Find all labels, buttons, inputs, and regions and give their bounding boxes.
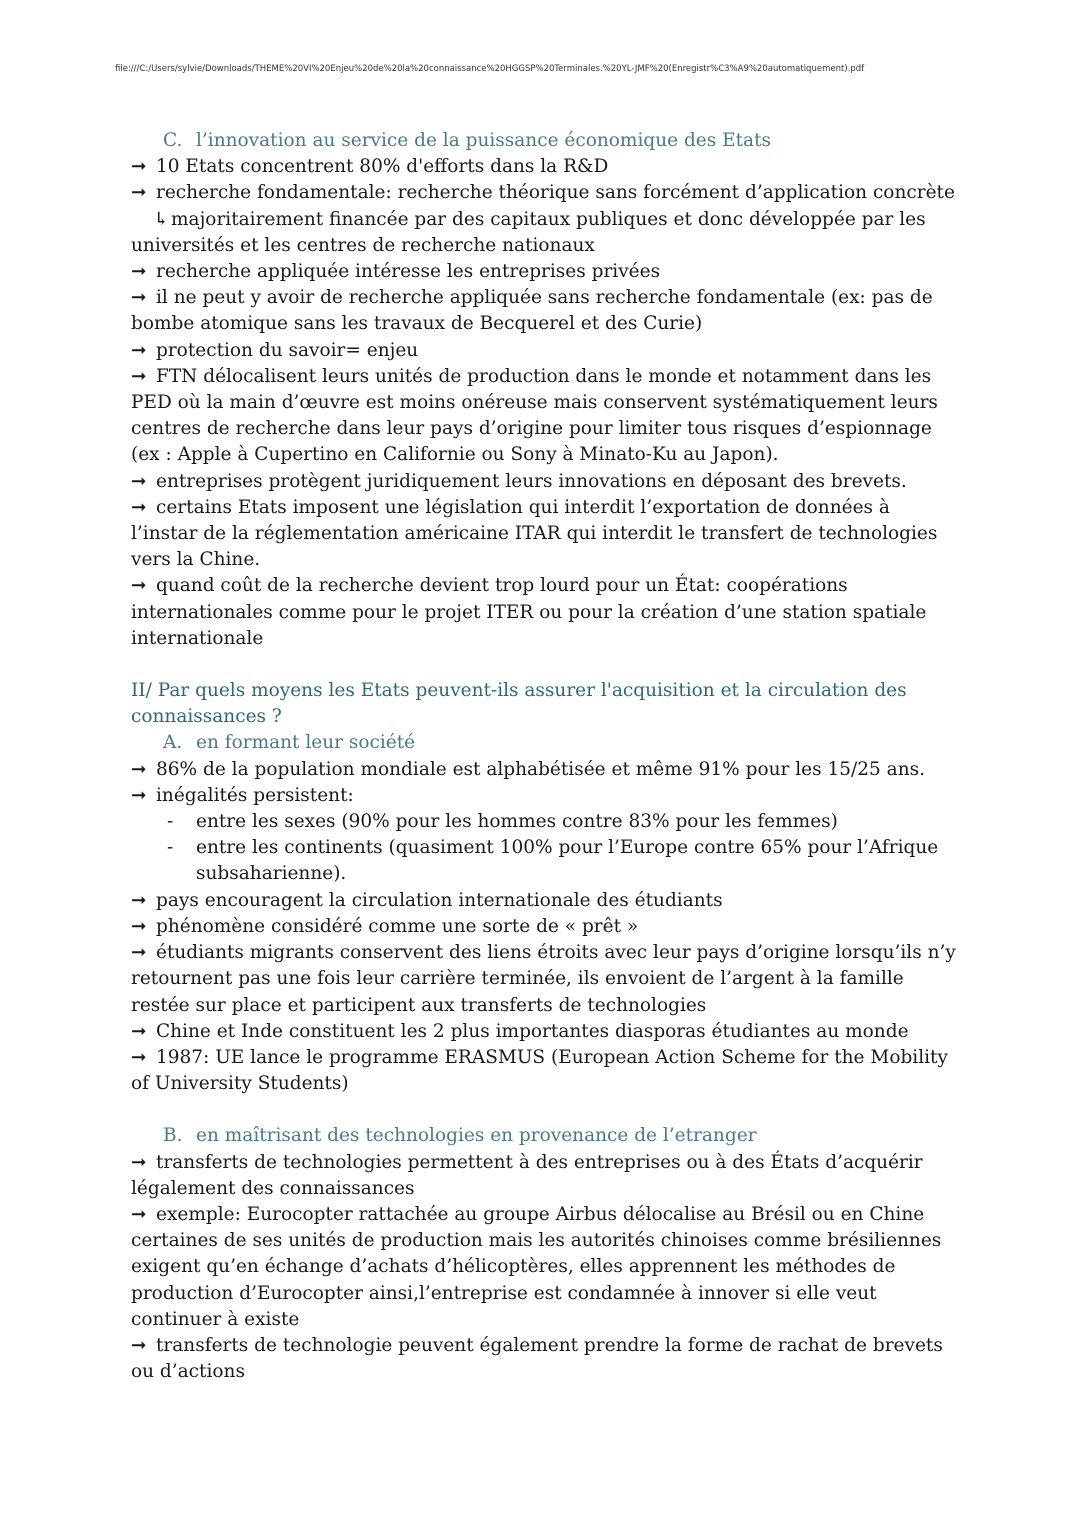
bullet-line <box>131 783 961 809</box>
dash-list-item <box>131 809 961 835</box>
bullet-text: il ne peut y avoir de recherche appliquée sans recherche fondamentale (ex: pas de bombe atomique sans les travaux de Becquerel et des Curie) <box>131 287 933 335</box>
bullet-line <box>131 940 961 1019</box>
bullet-text: transferts de technologies permettent à des entreprises ou à des États d’acquérir légalement des connaissances <box>131 1151 923 1199</box>
subsection-title: l’innovation au service de la puissance économique des Etats <box>196 130 772 151</box>
arrow-icon: ➞ <box>131 339 147 361</box>
bullet-line <box>131 1019 961 1045</box>
arrow-icon: ➞ <box>131 1046 147 1068</box>
arrow-icon: ➞ <box>131 1151 147 1173</box>
arrow-icon: ➞ <box>131 784 147 806</box>
spacer <box>131 652 961 678</box>
subsection-letter: A. <box>163 732 183 754</box>
subsection-heading-a <box>131 730 961 756</box>
section-heading-ii: II/ Par quels moyens les Etats peuvent-ils assurer l'acquisition et la circulation des connaissances ? <box>131 680 907 728</box>
bullet-text: recherche appliquée intéresse les entreprises privées <box>156 261 661 283</box>
arrow-icon: ➞ <box>131 182 147 204</box>
bullet-text: 10 Etats concentrent 80% d'efforts dans la R&D <box>156 156 609 178</box>
bullet-line <box>131 259 961 285</box>
subsection-title: en formant leur société <box>196 732 416 754</box>
bullet-text: inégalités persistent: <box>156 784 354 806</box>
arrow-icon: ➞ <box>131 1020 147 1042</box>
arrow-icon: ➞ <box>131 496 147 518</box>
dash-marker: - <box>167 837 174 859</box>
bullet-line <box>131 495 961 574</box>
arrow-icon: ➞ <box>131 156 147 178</box>
subsection-heading-c <box>131 128 961 154</box>
bullet-line <box>131 1150 961 1202</box>
bullet-text: FTN délocalisent leurs unités de production dans le monde et notamment dans les PED où la main d’œuvre est moins onéreuse mais conservent systématiquement leurs centres de recherche dans leur pays d’origine pour limiter tous risques d’espionnage (ex : Apple à Cupertino en Californie ou Sony à Minato-Ku au Japon). <box>131 365 938 466</box>
bullet-text: certains Etats imposent une législation qui interdit l’exportation de données à l’instar de la réglementation américaine ITAR qui interdit le transfert de technologies vers la Chine. <box>131 496 938 571</box>
bullet-text: quand coût de la recherche devient trop lourd pour un État: coopérations internationales comme pour le projet ITER ou pour la création d’une station spatiale internationale <box>131 575 927 649</box>
bullet-text: phénomène considéré comme une sorte de « prêt » <box>156 915 639 937</box>
bullet-line <box>131 914 961 940</box>
bullet-line <box>131 1202 961 1333</box>
arrow-icon: ➞ <box>131 1203 147 1225</box>
arrow-icon: ➞ <box>131 942 147 964</box>
bullet-line <box>131 180 961 206</box>
hook-line <box>131 207 961 259</box>
bullet-line <box>131 757 961 783</box>
bullet-line <box>131 573 961 652</box>
bullet-line <box>131 285 961 337</box>
bullet-text: pays encouragent la circulation internationale des étudiants <box>156 889 723 911</box>
bullet-line <box>131 1045 961 1097</box>
subsection-letter: C. <box>163 130 183 151</box>
document-body <box>131 128 961 1385</box>
bullet-text: Chine et Inde constituent les 2 plus importantes diasporas étudiantes au monde <box>156 1020 909 1042</box>
bullet-text: 86% de la population mondiale est alphabétisée et même 91% pour les 15/25 ans. <box>156 758 925 780</box>
dash-item-text: entre les continents (quasiment 100% pour l’Europe contre 65% pour l’Afrique subsaharienne). <box>196 837 939 885</box>
bullet-text: 1987: UE lance le programme ERASMUS (European Action Scheme for the Mobility of University Students) <box>131 1046 948 1095</box>
bullet-text: étudiants migrants conservent des liens étroits avec leur pays d’origine lorsqu’ils n’y retournent pas une fois leur carrière terminée, ils envoient de l’argent à la famille restée sur place et participent aux transferts de technologies <box>131 942 956 1016</box>
bullet-line <box>131 154 961 180</box>
bullet-text: recherche fondamentale: recherche théorique sans forcément d’application concrète <box>156 182 955 204</box>
arrow-icon: ➞ <box>131 365 147 387</box>
subsection-heading-b <box>131 1123 961 1149</box>
bullet-line <box>131 1333 961 1385</box>
hook-text: majoritairement financée par des capitaux publiques et donc développée par les universités et les centres de recherche nationaux <box>131 208 926 256</box>
bullet-text: exemple: Eurocopter rattachée au groupe Airbus délocalise au Brésil ou en Chine certaines de ses unités de production mais les autorités chinoises comme brésiliennes exigent qu’en échange d’achats d’hélicoptères, elles apprennent les méthodes de production d’Eurocopter ainsi,l’entreprise est condamnée à innover si elle veut continuer à existe <box>131 1203 942 1330</box>
bullet-text: entreprises protègent juridiquement leurs innovations en déposant des brevets. <box>156 470 907 492</box>
bullet-text: protection du savoir= enjeu <box>156 339 419 361</box>
arrow-icon: ➞ <box>131 261 147 283</box>
arrow-icon: ➞ <box>131 1334 147 1356</box>
arrow-icon: ➞ <box>131 758 147 780</box>
arrow-icon: ➞ <box>131 575 147 597</box>
dash-marker: - <box>167 811 174 833</box>
arrow-icon: ➞ <box>131 470 147 492</box>
arrow-icon: ➞ <box>131 889 147 911</box>
dash-list-item <box>131 835 961 887</box>
bullet-line <box>131 469 961 495</box>
file-path-header: file:///C:/Users/sylvie/Downloads/THEME%20VI%20Enjeu%20de%20la%20connaissance%20HGGSP%20Terminales.%20YL-JMF%20(Enregistr%C3%A9%20automatiquement).pdf <box>115 64 865 74</box>
bullet-line <box>131 888 961 914</box>
subsection-title: en maîtrisant des technologies en provenance de l’etranger <box>196 1125 757 1147</box>
dash-item-text: entre les sexes (90% pour les hommes contre 83% pour les femmes) <box>196 811 838 833</box>
bullet-text: transferts de technologie peuvent également prendre la forme de rachat de brevets ou d’actions <box>131 1334 943 1383</box>
bullet-line <box>131 338 961 364</box>
subsection-letter: B. <box>163 1125 183 1147</box>
hook-arrow-icon: ↳ <box>153 208 169 230</box>
arrow-icon: ➞ <box>131 287 147 309</box>
arrow-icon: ➞ <box>131 915 147 937</box>
spacer <box>131 1097 961 1123</box>
bullet-line <box>131 364 961 469</box>
